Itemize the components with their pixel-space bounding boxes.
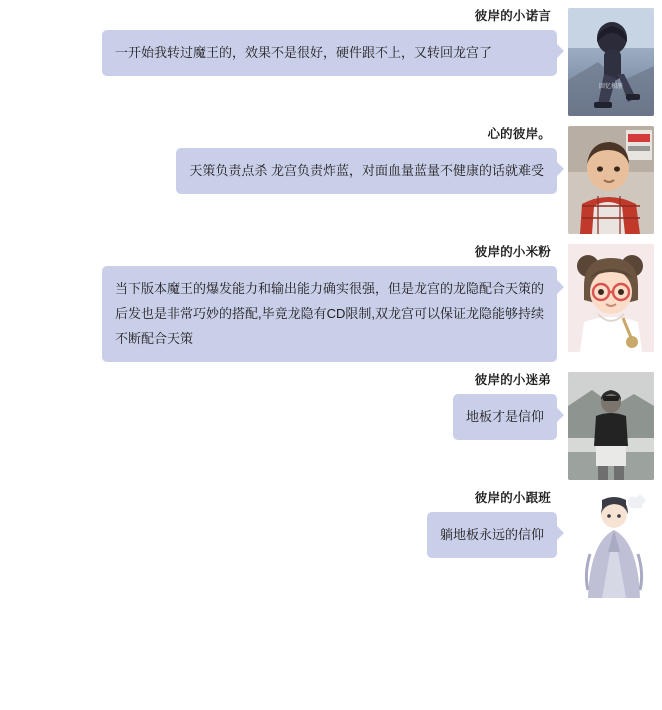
message-nickname: 彼岸的小跟班 — [474, 491, 551, 505]
message-bubble-wrap — [8, 394, 557, 440]
message-bubble[interactable]: 天策负责点杀 龙宫负责炸蓝，对面血量蓝量不健康的话就难受 — [176, 148, 557, 194]
message-body — [8, 372, 557, 440]
message-bubble[interactable]: 当下版本魔王的爆发能力和输出能力确实很强，但是龙宫的龙隐配合天策的后发也是非常巧妙的搭配,毕竟龙隐有CD限制,双龙宫可以保证龙隐能够持续不断配合天策 — [102, 266, 557, 362]
message-body — [8, 8, 557, 76]
message-nickname: 彼岸的小米粉 — [474, 245, 551, 259]
svg-text:回忆相册: 回忆相册 — [598, 83, 624, 90]
message-bubble-wrap — [8, 266, 557, 362]
avatar-child-photo[interactable] — [568, 126, 654, 234]
message-bubble[interactable]: 一开始我转过魔王的，效果不是很好，硬件跟不上，又转回龙宫了 — [102, 30, 557, 76]
message-nickname: 彼岸的小迷弟 — [474, 373, 551, 387]
avatar-man-outdoor-bw[interactable] — [568, 372, 654, 480]
message-bubble-wrap — [8, 148, 557, 194]
message-bubble-wrap — [8, 30, 557, 76]
message-body — [8, 490, 557, 558]
message-nickname: 心的彼岸。 — [487, 127, 551, 141]
chat-message — [0, 368, 662, 486]
message-body — [8, 244, 557, 362]
message-bubble[interactable]: 地板才是信仰 — [453, 394, 557, 440]
message-bubble[interactable]: 躺地板永远的信仰 — [427, 512, 557, 558]
message-body — [8, 126, 557, 194]
message-nickname: 彼岸的小诺言 — [474, 9, 551, 23]
chat-message — [0, 122, 662, 240]
chat-message — [0, 240, 662, 368]
avatar-anime-boy-sitting[interactable] — [568, 8, 654, 116]
chat-message — [0, 4, 662, 122]
chat-message — [0, 486, 662, 604]
avatar-anime-robe-figure[interactable] — [568, 490, 654, 598]
message-bubble-wrap — [8, 512, 557, 558]
avatar-anime-girl-glasses[interactable] — [568, 244, 654, 352]
